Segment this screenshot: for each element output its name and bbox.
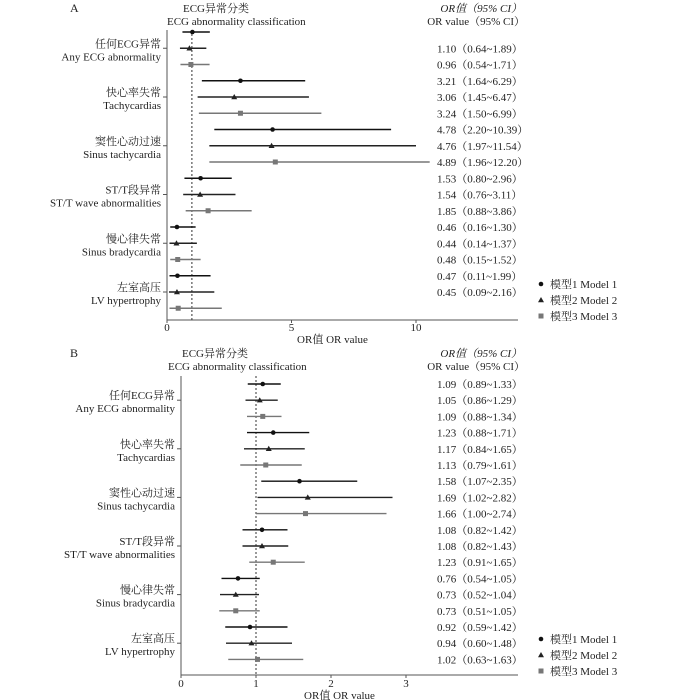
value-header-en: OR value（95% CI）: [427, 16, 525, 28]
forest-row: [180, 59, 522, 72]
category-label-en: Sinus tachycardia: [83, 148, 161, 161]
forest-row: [261, 475, 522, 488]
legend-label: 模型2 Model 2: [550, 295, 618, 307]
marker-circle: [270, 127, 275, 132]
value-label: 1.13（0.79~1.61）: [437, 460, 523, 472]
legend-label: 模型1 Model 1: [550, 634, 618, 646]
x-tick-label: 3: [403, 678, 409, 690]
value-label: 1.23（0.91~1.65）: [437, 557, 523, 570]
legend-label: 模型2 Model 2: [550, 650, 618, 662]
category-label-zh: ST/T段异常: [105, 184, 161, 197]
marker-triangle: [538, 652, 544, 657]
marker-circle: [539, 637, 544, 642]
value-label: 4.76（1.97~11.54）: [437, 140, 528, 153]
forest-row: [228, 653, 522, 666]
value-label: 0.44（0.14~1.37）: [437, 238, 523, 251]
marker-circle: [260, 382, 265, 387]
value-label: 1.17（0.84~1.65）: [437, 443, 523, 456]
legend-item: [539, 632, 618, 646]
category-label-en: ST/T wave abnormalities: [64, 549, 175, 561]
forest-row: [243, 540, 523, 553]
marker-circle: [248, 625, 253, 630]
forest-row: [183, 189, 522, 202]
forest-row: [246, 394, 523, 407]
category-label-en: Tachycardias: [103, 100, 161, 112]
marker-square: [263, 463, 268, 468]
forest-row: [169, 306, 221, 311]
panel-label: B: [70, 346, 79, 360]
forest-row: [170, 221, 522, 234]
marker-circle: [198, 176, 203, 181]
panel-label: A: [70, 1, 79, 15]
value-header-zh: OR值（95% CI）: [440, 3, 522, 15]
panel-a: [50, 1, 618, 346]
x-axis-label: OR值 OR value: [297, 334, 368, 346]
value-label: 1.05（0.86~1.29）: [437, 395, 523, 408]
category-label-zh: 任何ECG异常: [109, 390, 175, 403]
value-label: 0.45（0.09~2.16）: [437, 287, 523, 299]
category-label-en: Tachycardias: [117, 451, 175, 464]
x-axis-label: OR值 OR value: [304, 690, 375, 700]
forest-row: [243, 524, 523, 537]
legend-item: [539, 664, 618, 678]
forest-row: [169, 270, 522, 283]
value-label: 1.23（0.88~1.71）: [437, 427, 523, 440]
category-label-zh: 慢心律失常: [120, 584, 175, 597]
value-label: 0.47（0.11~1.99）: [437, 270, 523, 283]
category-label-zh: 左室高压: [117, 282, 161, 294]
legend-label: 模型3 Model 3: [550, 666, 618, 678]
legend-item: [539, 309, 618, 323]
category-header-en: ECG abnormality classification: [168, 361, 307, 373]
forest-row: [219, 605, 522, 618]
x-tick-label: 10: [410, 322, 422, 334]
value-header-en: OR value（95% CI）: [427, 361, 525, 373]
value-label: 1.08（0.82~1.43）: [437, 541, 523, 553]
x-tick-label: 1: [253, 678, 259, 690]
forest-row: [214, 124, 528, 137]
forest-row: [226, 637, 523, 650]
forest-row: [222, 572, 523, 585]
marker-square: [206, 208, 211, 213]
marker-circle: [260, 528, 265, 533]
value-label: 0.76（0.54~1.05）: [437, 573, 523, 586]
category-label-zh: 任何ECG异常: [95, 38, 161, 51]
value-label: 1.09（0.89~1.33）: [437, 379, 523, 391]
value-label: 0.46（0.16~1.30）: [437, 222, 523, 234]
value-label: 0.94（0.60~1.48）: [437, 638, 523, 651]
forest-row: [247, 410, 523, 423]
forest-row: [249, 556, 522, 569]
category-label-en: Sinus bradycardia: [81, 246, 161, 259]
marker-circle: [236, 576, 241, 581]
value-label: 1.69（1.02~2.82）: [437, 492, 523, 505]
marker-square: [303, 511, 308, 516]
marker-circle: [175, 225, 180, 230]
value-label: 1.09（0.88~1.34）: [437, 411, 523, 424]
forest-row: [169, 237, 522, 250]
value-label: 3.21（1.64~6.29）: [437, 75, 523, 88]
marker-square: [233, 608, 238, 613]
legend-item: [538, 293, 617, 307]
x-tick-label: 5: [288, 322, 295, 334]
marker-circle: [175, 273, 180, 278]
forest-row: [202, 75, 523, 88]
forest-row: [247, 427, 523, 440]
category-label-zh: 快心率失常: [120, 438, 175, 451]
category-header-zh: ECG异常分类: [183, 3, 249, 15]
forest-row: [248, 378, 523, 391]
forest-row: [256, 508, 523, 521]
forest-row: [186, 205, 523, 218]
value-label: 0.92（0.59~1.42）: [437, 622, 523, 634]
value-label: 0.73（0.51~1.05）: [437, 605, 523, 618]
forest-row: [199, 107, 523, 120]
marker-square: [273, 160, 278, 165]
forest-row: [220, 589, 523, 602]
category-label-zh: 快心率失常: [106, 87, 161, 99]
forest-row: [184, 172, 522, 185]
category-label-zh: 慢心律失常: [106, 233, 161, 246]
forest-row: [244, 443, 523, 456]
x-tick-label: 0: [178, 678, 184, 690]
value-label: 1.08（0.82~1.42）: [437, 524, 523, 537]
x-tick-label: 2: [328, 678, 334, 690]
marker-square: [188, 62, 193, 67]
marker-circle: [190, 30, 195, 35]
forest-row: [170, 254, 522, 267]
marker-square: [238, 111, 243, 116]
forest-row: [240, 459, 522, 472]
category-label-en: Any ECG abnormality: [75, 403, 175, 416]
forest-row: [225, 621, 522, 634]
marker-square: [176, 306, 181, 311]
legend-item: [538, 648, 617, 662]
marker-circle: [539, 282, 544, 287]
forest-row: [180, 42, 523, 55]
category-label-zh: ST/T段异常: [119, 536, 175, 548]
value-label: 4.89（1.96~12.20）: [437, 157, 529, 169]
forest-row: [169, 286, 523, 299]
marker-circle: [297, 479, 302, 484]
marker-square: [539, 314, 544, 319]
forest-row: [258, 491, 523, 504]
value-label: 0.96（0.54~1.71）: [437, 59, 523, 72]
category-label-zh: 窦性心动过速: [109, 487, 175, 500]
marker-square: [271, 560, 276, 565]
category-label-en: LV hypertrophy: [91, 295, 161, 307]
marker-square: [539, 669, 544, 674]
marker-square: [255, 657, 260, 662]
category-label-en: LV hypertrophy: [105, 646, 175, 659]
value-label: 1.53（0.80~2.96）: [437, 173, 523, 186]
legend-item: [539, 277, 618, 291]
value-label: 4.78（2.20~10.39）: [437, 124, 529, 137]
marker-circle: [271, 430, 276, 435]
forest-row: [209, 140, 527, 153]
panel-b: [64, 346, 618, 700]
value-label: 1.10（0.64~1.89）: [437, 43, 523, 56]
value-label: 1.85（0.88~3.86）: [437, 205, 523, 218]
value-label: 3.24（1.50~6.99）: [437, 108, 523, 121]
marker-square: [260, 414, 265, 419]
category-label-en: Sinus bradycardia: [95, 597, 175, 610]
x-tick-label: 0: [164, 322, 170, 334]
legend-label: 模型3 Model 3: [550, 311, 618, 323]
category-label-en: Any ECG abnormality: [61, 51, 161, 64]
category-label-zh: 左室高压: [131, 633, 175, 646]
category-header-zh: ECG异常分类: [182, 348, 248, 360]
value-label: 1.66（1.00~2.74）: [437, 508, 523, 521]
marker-square: [175, 257, 180, 262]
forest-row: [182, 30, 209, 35]
category-label-en: Sinus tachycardia: [97, 500, 175, 513]
value-header-zh: OR值（95% CI）: [440, 348, 522, 360]
value-label: 3.06（1.45~6.47）: [437, 92, 523, 104]
value-label: 1.54（0.76~3.11）: [437, 189, 523, 202]
value-label: 1.02（0.63~1.63）: [437, 654, 523, 667]
value-label: 0.73（0.52~1.04）: [437, 589, 523, 602]
value-label: 0.48（0.15~1.52）: [437, 254, 523, 267]
category-header-en: ECG abnormality classification: [167, 16, 306, 28]
forest-row: [198, 91, 523, 104]
category-label-zh: 窦性心动过速: [95, 135, 161, 148]
category-label-en: ST/T wave abnormalities: [50, 197, 161, 210]
marker-triangle: [538, 297, 544, 302]
marker-circle: [238, 78, 243, 83]
forest-row: [209, 156, 528, 169]
legend-label: 模型1 Model 1: [550, 279, 618, 291]
value-label: 1.58（1.07~2.35）: [437, 476, 523, 489]
